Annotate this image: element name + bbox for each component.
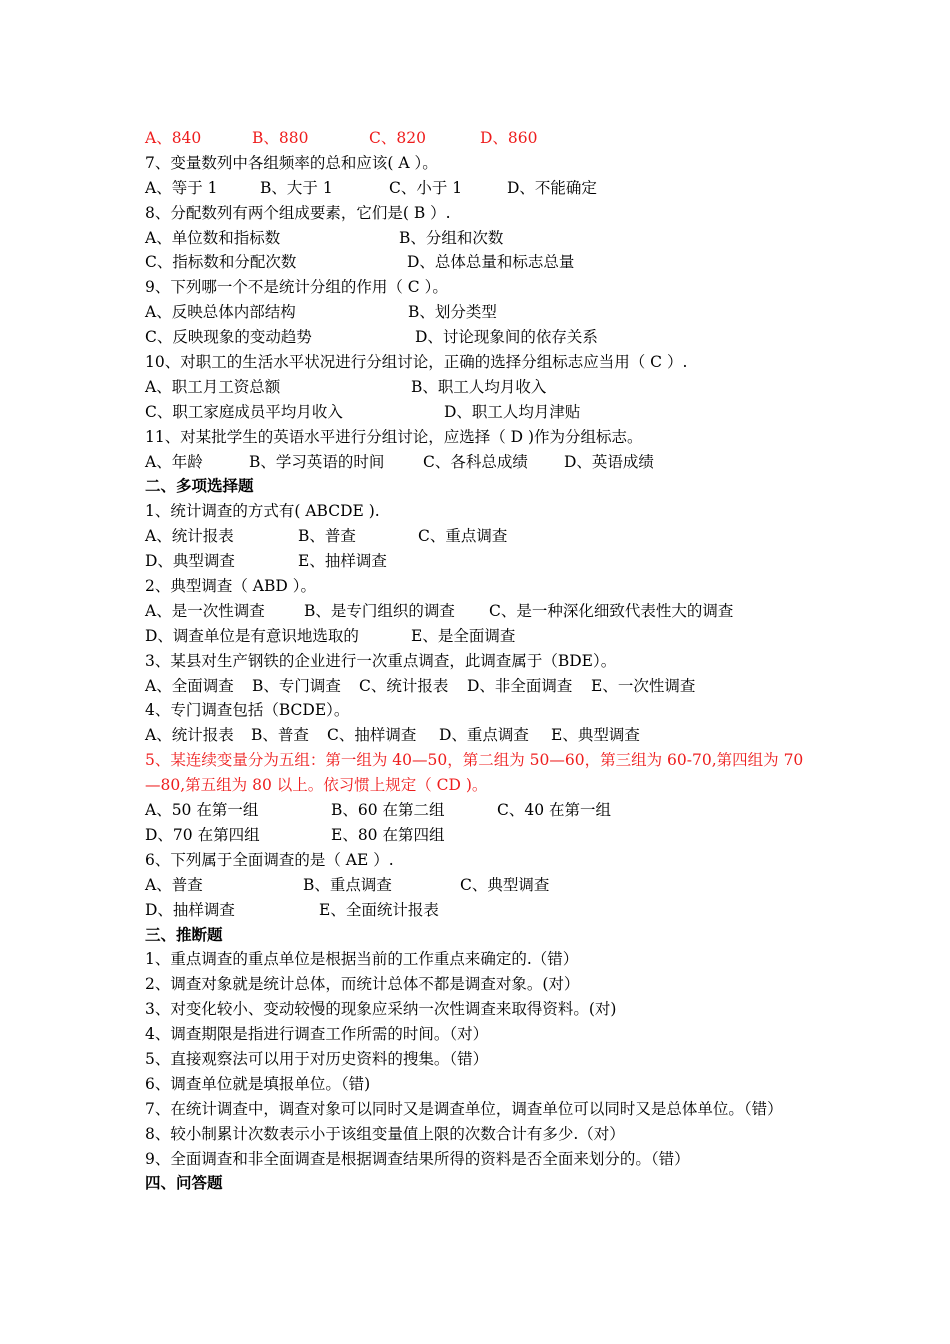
option-b: B、880 — [252, 129, 309, 147]
option-row — [145, 226, 815, 251]
option-b: B、职工人均月收入 — [411, 377, 547, 396]
option-e: E、80 在第四组 — [331, 825, 445, 844]
option-row — [145, 126, 815, 151]
option-c: C、反映现象的变动趋势 — [145, 328, 312, 347]
option-d: D、重点调查 — [439, 726, 529, 745]
option-c: C、典型调查 — [460, 875, 550, 894]
option-a: A、840 — [145, 129, 202, 147]
question-line: 1、统计调查的方式有( ABCDE ). — [145, 502, 380, 521]
option-e: E、一次性调查 — [591, 676, 696, 695]
option-a: A、50 在第一组 — [145, 801, 259, 820]
option-c: C、抽样调查 — [327, 726, 417, 745]
question-line: 10、对职工的生活水平状况进行分组讨论，正确的选择分组标志应当用（ C ）. — [145, 353, 688, 372]
option-b: B、划分类型 — [408, 303, 497, 322]
question-line: 3、某县对生产钢铁的企业进行一次重点调查，此调查属于（BDE）。 — [145, 651, 617, 670]
option-a: A、年龄 — [145, 452, 203, 471]
option-b: B、普查 — [298, 527, 356, 546]
statement-line: 9、全面调查和非全面调查是根据调查结果所得的资料是否全面来划分的。（错） — [145, 1149, 690, 1168]
option-row — [145, 898, 815, 923]
option-b: B、分组和次数 — [399, 228, 504, 247]
option-row — [145, 549, 815, 574]
option-row — [145, 176, 815, 201]
option-b: B、重点调查 — [303, 875, 392, 894]
option-c: C、各科总成绩 — [423, 452, 528, 471]
option-row — [145, 524, 815, 549]
option-b: B、60 在第二组 — [331, 801, 445, 820]
option-e: E、抽样调查 — [298, 552, 387, 571]
section-heading: 二、多项选择题 — [145, 476, 254, 496]
option-d: D、非全面调查 — [467, 676, 573, 695]
option-row — [145, 375, 815, 400]
question-line: 9、下列哪一个不是统计分组的作用（ C ）。 — [145, 278, 448, 297]
question-line: 5、某连续变量分为五组：第一组为 40—50，第二组为 50—60，第三组为 60-70,第四组为 70—80,第五组为 80 以上。依习惯上规定（ CD )。 — [145, 751, 804, 795]
question-line: 2、典型调查（ ABD ）。 — [145, 577, 316, 596]
option-row — [145, 450, 815, 475]
question-line: 7、变量数列中各组频率的总和应该( A ）。 — [145, 153, 438, 172]
option-row — [145, 798, 815, 823]
statement-line: 5、直接观察法可以用于对历史资料的搜集。（错） — [145, 1049, 489, 1068]
statement-line: 1、重点调查的重点单位是根据当前的工作重点来确定的.（错） — [145, 950, 579, 969]
statement-line: 7、在统计调查中，调查对象可以同时又是调查单位，调查单位可以同时又是总体单位。（错） — [145, 1099, 783, 1118]
option-row — [145, 599, 815, 624]
option-a: A、等于 1 — [145, 178, 218, 197]
option-d: D、抽样调查 — [145, 900, 235, 919]
option-b: B、专门调查 — [252, 676, 341, 695]
option-row — [145, 400, 815, 425]
option-row — [145, 624, 815, 649]
option-a: A、职工月工资总额 — [145, 377, 281, 396]
option-d: D、70 在第四组 — [145, 825, 260, 844]
statement-line: 4、调查期限是指进行调查工作所需的时间。（对） — [145, 1025, 489, 1044]
option-d: D、职工人均月津贴 — [444, 402, 581, 421]
option-d: D、不能确定 — [507, 178, 597, 197]
option-b: B、是专门组织的调查 — [304, 601, 455, 620]
option-a: A、全面调查 — [145, 676, 234, 695]
option-c: C、统计报表 — [359, 676, 449, 695]
option-d: D、英语成绩 — [564, 452, 654, 471]
option-c: C、小于 1 — [389, 178, 463, 197]
option-a: A、统计报表 — [145, 726, 234, 745]
option-e: E、是全面调查 — [411, 626, 516, 645]
statement-line: 3、对变化较小、变动较慢的现象应采纳一次性调查来取得资料。(对) — [145, 1000, 617, 1019]
option-row — [145, 873, 815, 898]
option-a: A、单位数和指标数 — [145, 228, 281, 247]
option-row — [145, 723, 815, 748]
option-row — [145, 250, 815, 275]
option-c: C、820 — [369, 129, 426, 147]
option-row — [145, 823, 815, 848]
section-heading: 四、问答题 — [145, 1173, 223, 1193]
option-d: D、调查单位是有意识地选取的 — [145, 626, 359, 645]
option-b: B、学习英语的时间 — [249, 452, 385, 471]
option-e: E、全面统计报表 — [319, 900, 439, 919]
statement-line: 2、调查对象就是统计总体，而统计总体不都是调查对象。(对） — [145, 975, 580, 994]
option-c: C、职工家庭成员平均月收入 — [145, 402, 343, 421]
option-d: D、典型调查 — [145, 552, 235, 571]
statement-line: 6、调查单位就是填报单位。（错) — [145, 1074, 371, 1093]
option-a: A、反映总体内部结构 — [145, 303, 296, 322]
option-a: A、是一次性调查 — [145, 601, 265, 620]
option-c: C、是一种深化细致代表性大的调查 — [489, 601, 734, 620]
option-a: A、统计报表 — [145, 527, 234, 546]
statement-line: 8、较小制累计次数表示小于该组变量值上限的次数合计有多少.（对） — [145, 1124, 625, 1143]
option-b: B、普查 — [251, 726, 309, 745]
question-line: 6、下列属于全面调查的是（ AE ）. — [145, 850, 394, 869]
option-c: C、40 在第一组 — [497, 801, 612, 820]
option-c: C、指标数和分配次数 — [145, 253, 297, 272]
question-line: 4、专门调查包括（BCDE）。 — [145, 701, 350, 720]
document-body — [145, 126, 815, 1196]
question-line: 8、分配数列有两个组成要素，它们是( B ）. — [145, 203, 451, 222]
option-a: A、普查 — [145, 875, 203, 894]
option-d: D、讨论现象间的依存关系 — [415, 328, 598, 347]
option-c: C、重点调查 — [418, 527, 508, 546]
section-heading: 三、推断题 — [145, 924, 223, 944]
question-line: 11、对某批学生的英语水平进行分组讨论，应选择（ D )作为分组标志。 — [145, 427, 643, 446]
option-e: E、典型调查 — [551, 726, 640, 745]
option-d: D、总体总量和标志总量 — [407, 253, 575, 272]
option-b: B、大于 1 — [260, 178, 333, 197]
option-row — [145, 674, 815, 699]
option-d: D、860 — [480, 129, 538, 147]
option-row — [145, 325, 815, 350]
option-row — [145, 300, 815, 325]
